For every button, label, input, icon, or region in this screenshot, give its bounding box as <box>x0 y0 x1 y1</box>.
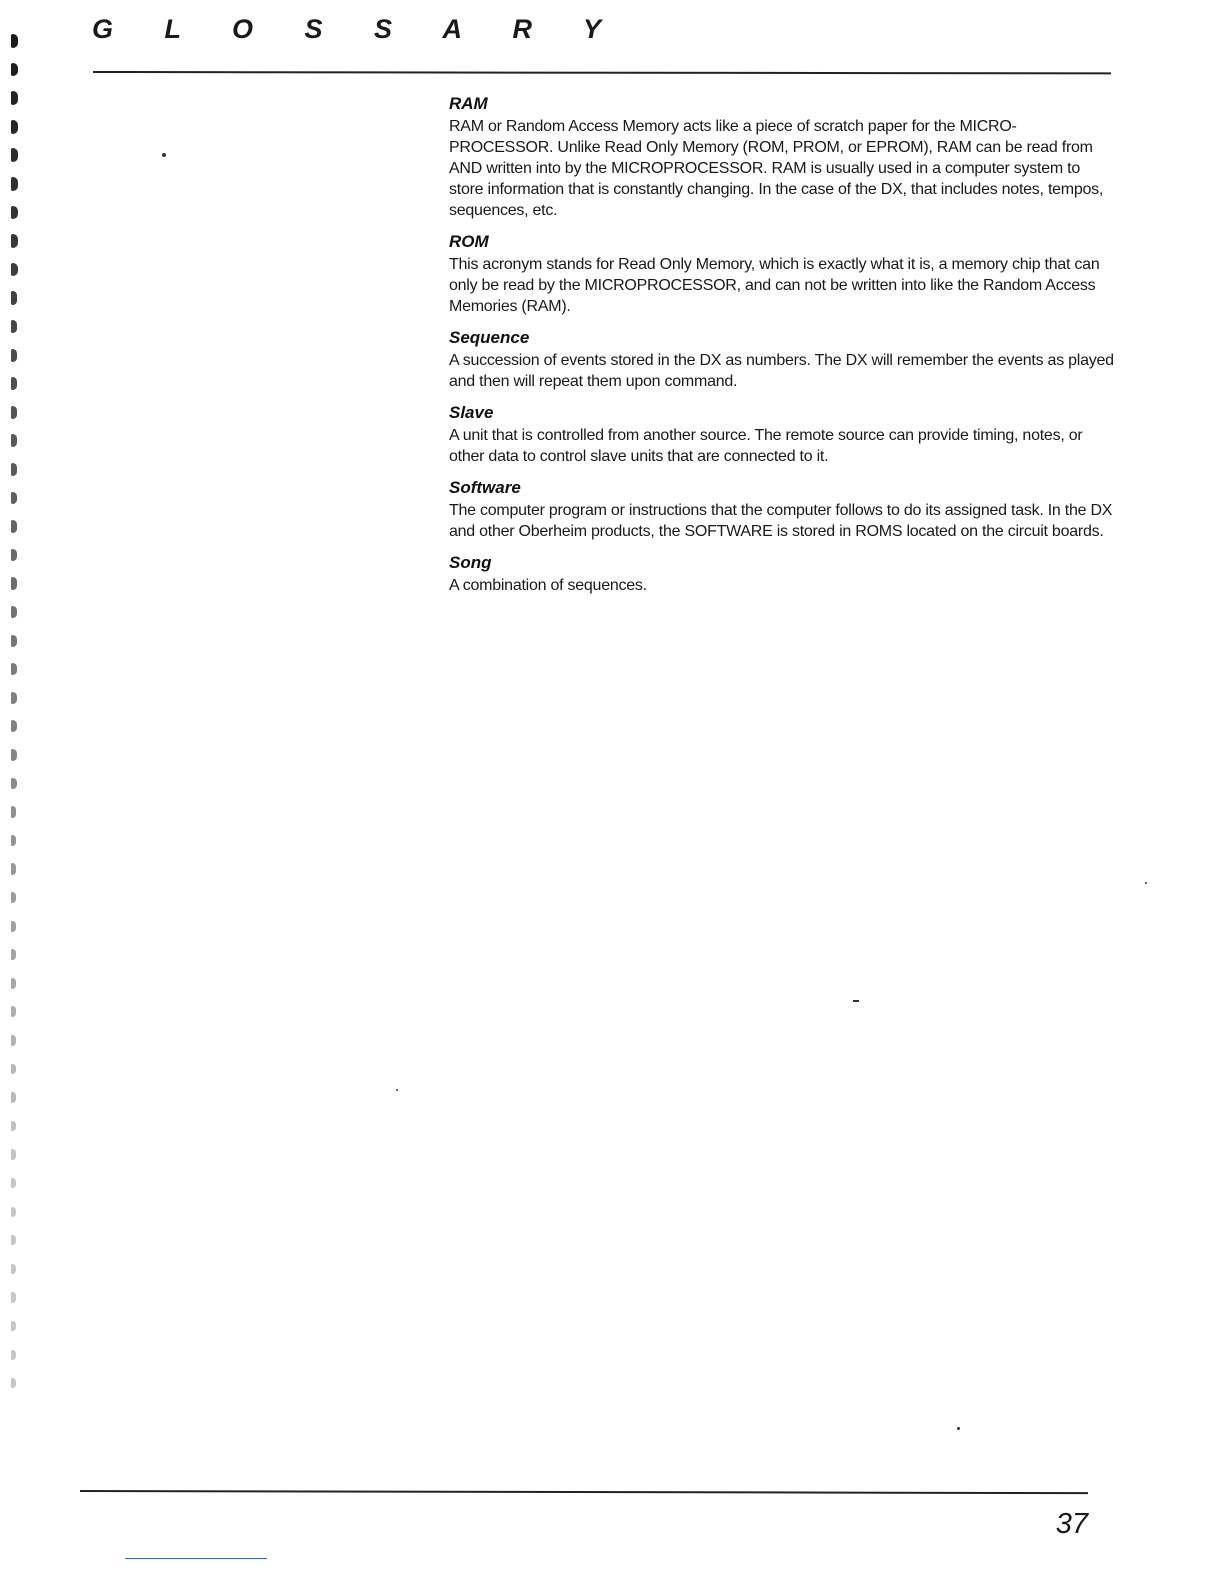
binding-mark <box>11 577 17 589</box>
binding-mark <box>11 406 17 419</box>
binding-mark <box>11 291 17 304</box>
glossary-entry-software <box>449 477 1114 542</box>
binding-mark <box>11 892 16 903</box>
binding-mark <box>11 148 18 162</box>
header-divider <box>93 71 1111 74</box>
glossary-definition: A combination of sequences. <box>449 577 647 594</box>
binding-mark <box>11 1092 16 1102</box>
binding-mark <box>11 1321 16 1331</box>
binding-mark <box>11 177 18 191</box>
glossary-entry-slave <box>449 402 1114 467</box>
scan-speck <box>957 1427 960 1430</box>
page-number: 37 <box>1055 1508 1088 1540</box>
glossary-entry-rom <box>449 231 1114 317</box>
glossary-term: ROM <box>449 232 489 251</box>
binding-mark <box>11 377 17 390</box>
binding-mark <box>11 978 16 989</box>
binding-mark <box>11 463 17 476</box>
binding-mark <box>11 1264 16 1274</box>
scan-speck <box>396 1089 398 1091</box>
footer-divider <box>80 1490 1088 1494</box>
binding-mark <box>11 720 17 732</box>
glossary-list <box>449 93 1114 606</box>
binding-mark <box>11 549 17 561</box>
binding-mark <box>11 1350 16 1360</box>
binding-mark <box>11 749 17 761</box>
binding-mark <box>11 434 17 447</box>
binding-mark <box>11 234 18 247</box>
glossary-definition: A unit that is controlled from another source. The remote source can provide timing, notes, or other data to control slave units that are connected to it. <box>449 427 1083 465</box>
binding-mark <box>11 492 17 504</box>
glossary-entry-song <box>449 552 1114 596</box>
glossary-term: RAM <box>449 94 488 113</box>
binding-mark <box>11 863 16 874</box>
glossary-term: Song <box>449 553 492 572</box>
binding-mark <box>11 1207 16 1217</box>
glossary-term: Software <box>449 478 521 497</box>
binding-mark <box>11 120 18 134</box>
binding-mark <box>11 320 17 333</box>
binding-mark <box>11 1006 16 1017</box>
binding-mark <box>11 1235 16 1245</box>
glossary-definition: The computer program or instructions that the computer follows to do its assigned task. In the DX and other Oberheim products, the SOFTWARE is stored in ROMS located on the circuit boards. <box>449 502 1113 540</box>
binding-mark <box>11 1035 16 1046</box>
scan-artifact-line <box>125 1558 267 1559</box>
scan-speck <box>1145 882 1147 884</box>
binding-mark <box>11 520 17 532</box>
binding-mark <box>11 91 18 105</box>
binding-mark <box>11 349 17 362</box>
binding-mark <box>11 206 18 219</box>
binding-mark <box>11 835 16 846</box>
binding-mark <box>11 1378 16 1388</box>
binding-mark <box>11 1149 16 1159</box>
scan-speck <box>853 1000 859 1002</box>
binding-mark <box>11 778 17 790</box>
glossary-definition: RAM or Random Access Memory acts like a piece of scratch paper for the MICRO-PROCESSOR. Unlike Read Only Memory (ROM, PROM, or EPROM), RAM can be read from AND written into by the MICROPROCESSOR. RAM is usually used in a computer system to store information that is constantly changing. In the case of the DX, that includes notes, tempos, sequences, etc. <box>449 118 1104 219</box>
glossary-term: Slave <box>449 403 494 422</box>
binding-mark <box>11 1064 16 1075</box>
binding-mark <box>11 663 17 675</box>
glossary-definition: This acronym stands for Read Only Memory, which is exactly what it is, a memory chip that can only be read by the MICROPROCESSOR, and can not be written into like the Random Access Memories (RAM). <box>449 256 1100 315</box>
binding-mark <box>11 263 18 276</box>
binding-mark <box>11 1178 16 1188</box>
glossary-entry-ram <box>449 93 1114 221</box>
binding-hole-marks <box>9 34 23 1414</box>
binding-mark <box>11 806 16 817</box>
binding-mark <box>11 606 17 618</box>
binding-mark <box>11 692 17 704</box>
binding-mark <box>11 949 16 960</box>
binding-mark <box>11 1292 16 1302</box>
scan-speck <box>162 153 166 157</box>
binding-mark <box>11 921 16 932</box>
page-title: G L O S S A R Y <box>92 14 624 44</box>
binding-mark <box>11 635 17 647</box>
binding-mark <box>11 34 18 48</box>
binding-mark <box>11 1121 16 1131</box>
glossary-entry-sequence <box>449 327 1114 392</box>
binding-mark <box>11 63 18 77</box>
glossary-term: Sequence <box>449 328 530 347</box>
glossary-definition: A succession of events stored in the DX as numbers. The DX will remember the events as played and then will repeat them upon command. <box>449 352 1114 390</box>
